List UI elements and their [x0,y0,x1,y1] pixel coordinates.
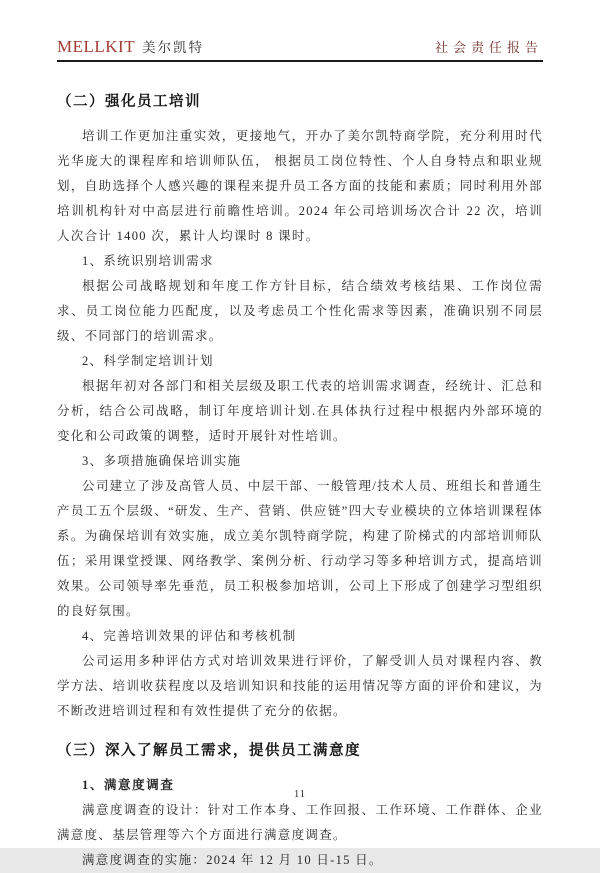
paragraph: 满意度调查的实施：2024 年 12 月 10 日-15 日。 [82,853,383,867]
paragraph: 公司运用多种评估方式对培训效果进行评价，了解受训人员对课程内容、教学方法、培训收获程度以及培训知识和技能的运用情况等方面的评价和建议，为不断改进培训过程和有效性提供了充分的依据。 [57,654,543,718]
logo-text-cn: 美尔凯特 [142,40,205,55]
numbered-subheading: 3、多项措施确保培训实施 [82,454,242,468]
section-heading: （三）深入了解员工需求，提供员工满意度 [57,743,361,759]
page-header [57,36,543,62]
section-heading: （二）强化员工培训 [57,94,201,110]
page-number: 11 [293,789,307,800]
company-logo [57,36,204,57]
paragraph: 满意度调查的设计：针对工作本身、工作回报、工作环境、工作群体、企业满意度、基层管理等六个方面进行满意度调查。 [57,803,543,842]
section-employee-training [57,90,543,724]
numbered-subheading: 1、系统识别培训需求 [82,254,214,268]
paragraph: 根据公司战略规划和年度工作方针目标，结合绩效考核结果、工作岗位需求、员工岗位能力匹配度，以及考虑员工个性化需求等因素，准确识别不同层级、不同部门的培训需求。 [57,279,543,343]
logo-text-en: MELLKIT [57,37,136,56]
paragraph: 根据年初对各部门和相关层级及职工代表的培训需求调查，经统计、汇总和分析，结合公司战略，制订年度培训计划.在具体执行过程中根据内外部环境的变化和公司政策的调整，适时开展针对性培训。 [57,379,543,443]
paragraph: 培训工作更加注重实效，更接地气，开办了美尔凯特商学院，充分利用时代光华庞大的课程库和培训师队伍， 根据员工岗位特性、个人自身特点和职业规划，自助选择个人感兴趣的课程来提升员工各方面的技能和素质；同时利用外部培训机构针对中高层进行前瞻性培训。2024 年公司培训场次合计 22 次，培训人次合计 1400 次，累计人均课时 8 课时。 [57,129,543,243]
document-title: 社会责任报告 [434,40,543,55]
section-employee-satisfaction [57,739,543,873]
numbered-subheading: 1、满意度调查 [82,778,175,792]
numbered-subheading: 4、完善培训效果的评估和考核机制 [82,629,297,643]
numbered-subheading: 2、科学制定培训计划 [82,354,214,368]
paragraph: 公司建立了涉及高管人员、中层干部、一般管理/技术人员、班组长和普通生产员工五个层级、“研发、生产、营销、供应链”四大专业模块的立体培训课程体系。为确保培训有效实施，成立美尔凯特商学院，构建了阶梯式的内部培训师队伍；采用课堂授课、网络教学、案例分析、行动学习等多种培训方式，提高培训效果。公司领导率先垂范，员工积极参加培训，公司上下形成了创建学习型组织的良好氛围。 [57,479,543,618]
